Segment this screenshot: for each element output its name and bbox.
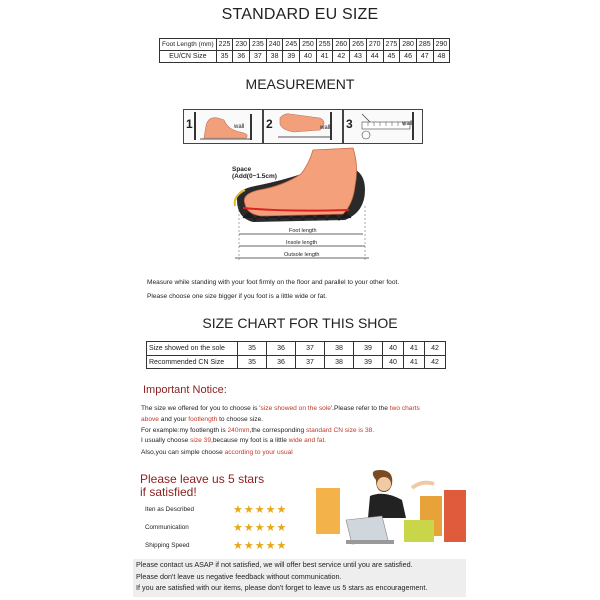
footer-line-3: If you are satisfied with our items, please don't forget to leave us 5 stars as encouragement.: [136, 583, 428, 592]
footer-line-2: Please don't leave us negative feedback without communication.: [136, 571, 342, 581]
star-rating-icon: ★★★★★: [233, 504, 288, 516]
table-cell: 40: [383, 342, 404, 356]
footer-line-1: Please contact us ASAP if not satisfied, we will offer best service until you are satisfied.: [136, 560, 413, 569]
notice-title: Important Notice:: [143, 384, 227, 396]
table-cell: 48: [433, 51, 450, 63]
rating-label: Shipping Speed: [145, 542, 190, 549]
table-cell: 265: [350, 39, 367, 51]
table-cell: 290: [433, 39, 450, 51]
row-label: Recommended CN Size: [147, 356, 238, 369]
table-row: [147, 356, 446, 369]
rating-label: Communication: [145, 524, 189, 531]
shoe-foot-diagram: [225, 146, 375, 266]
table-cell: 44: [366, 51, 383, 63]
table-cell: 38: [325, 342, 354, 356]
table-cell: 275: [383, 39, 400, 51]
table-cell: 39: [283, 51, 300, 63]
notice-line-1: The size we offered for you to choose is 'size showed on the sole'.Please refer to the two charts: [141, 405, 420, 412]
insole-length-label: Insole length: [286, 240, 318, 246]
rating-label: Iten as Described: [145, 506, 195, 513]
measure-note-1: Measure while standing with your foot firmly on the floor and parallel to your other foot.: [147, 279, 400, 286]
table-cell: 35: [238, 356, 267, 369]
star-rating-icon: ★★★★★: [233, 522, 288, 534]
wall-label: wall: [402, 121, 413, 127]
measure-step-1: [183, 109, 263, 144]
table-cell: 41: [404, 342, 425, 356]
outsole-length-label: Outsole length: [284, 252, 320, 258]
measure-note-2: Please choose one size bigger if you foot is a little wide or fat.: [147, 293, 327, 300]
table-cell: 250: [300, 39, 317, 51]
add-label: (Add(0~1.5cm): [232, 173, 277, 180]
size-chart-table: [146, 341, 446, 369]
table-cell: 255: [316, 39, 333, 51]
step-number: 1: [186, 117, 193, 131]
table-cell: 225: [216, 39, 233, 51]
row-label: Foot Length (mm): [160, 39, 217, 51]
table-cell: 36: [233, 51, 250, 63]
table-cell: 38: [325, 356, 354, 369]
table-cell: 41: [404, 356, 425, 369]
table-cell: 260: [333, 39, 350, 51]
table-cell: 41: [316, 51, 333, 63]
table-cell: 40: [300, 51, 317, 63]
measure-step-2: [263, 109, 343, 144]
table-cell: 240: [266, 39, 283, 51]
table-cell: 36: [267, 342, 296, 356]
rating-heading-1: Please leave us 5 stars: [140, 472, 265, 486]
space-label: Space: [232, 166, 252, 173]
table-cell: 38: [266, 51, 283, 63]
table-cell: 37: [296, 342, 325, 356]
table-cell: 42: [425, 342, 446, 356]
table-cell: 45: [383, 51, 400, 63]
table-cell: 40: [383, 356, 404, 369]
table-cell: 42: [333, 51, 350, 63]
table-cell: 37: [250, 51, 267, 63]
table-cell: 37: [296, 356, 325, 369]
table-cell: 36: [267, 356, 296, 369]
table-cell: 47: [416, 51, 433, 63]
eu-size-table: [159, 38, 450, 63]
wall-label: wall: [234, 124, 245, 130]
table-cell: 270: [366, 39, 383, 51]
table-cell: 230: [233, 39, 250, 51]
table-cell: 35: [216, 51, 233, 63]
wall-label: wall: [320, 125, 331, 131]
row-label: EU/CN Size: [160, 51, 217, 63]
row-label: Size showed on the sole: [147, 342, 238, 356]
notice-line-3: For example:my footlength is 240mm,the corresponding standard CN size is 38.: [141, 427, 375, 434]
size-chart-title: SIZE CHART FOR THIS SHOE: [202, 315, 398, 331]
table-cell: 42: [425, 356, 446, 369]
notice-line-2: above and your footlength to choose size.: [141, 416, 264, 423]
table-cell: 285: [416, 39, 433, 51]
foot-side-icon: [184, 110, 262, 143]
table-row: [160, 51, 450, 63]
notice-line-5: Also,you can simple choose according to your usual: [141, 449, 293, 456]
star-rating-icon: ★★★★★: [233, 540, 288, 552]
table-cell: 235: [250, 39, 267, 51]
table-cell: 39: [354, 342, 383, 356]
table-cell: 46: [400, 51, 417, 63]
table-cell: 35: [238, 342, 267, 356]
measure-step-3: [343, 109, 423, 144]
shopping-woman-image: [316, 470, 468, 554]
step-number: 2: [266, 117, 273, 131]
table-cell: 39: [354, 356, 383, 369]
step-number: 3: [346, 117, 353, 131]
rating-heading-2: if satisfied!: [140, 485, 197, 499]
notice-line-4: I usually choose size 39,because my foot is a little wide and fat.: [141, 437, 327, 444]
eu-size-title: STANDARD EU SIZE: [221, 6, 379, 23]
table-cell: 43: [350, 51, 367, 63]
table-row: [160, 39, 450, 51]
measurement-title: MEASUREMENT: [245, 76, 355, 92]
foot-length-label: Foot length: [289, 228, 317, 234]
table-cell: 245: [283, 39, 300, 51]
table-cell: 280: [400, 39, 417, 51]
footer-notice: [133, 559, 466, 597]
table-row: [147, 342, 446, 356]
